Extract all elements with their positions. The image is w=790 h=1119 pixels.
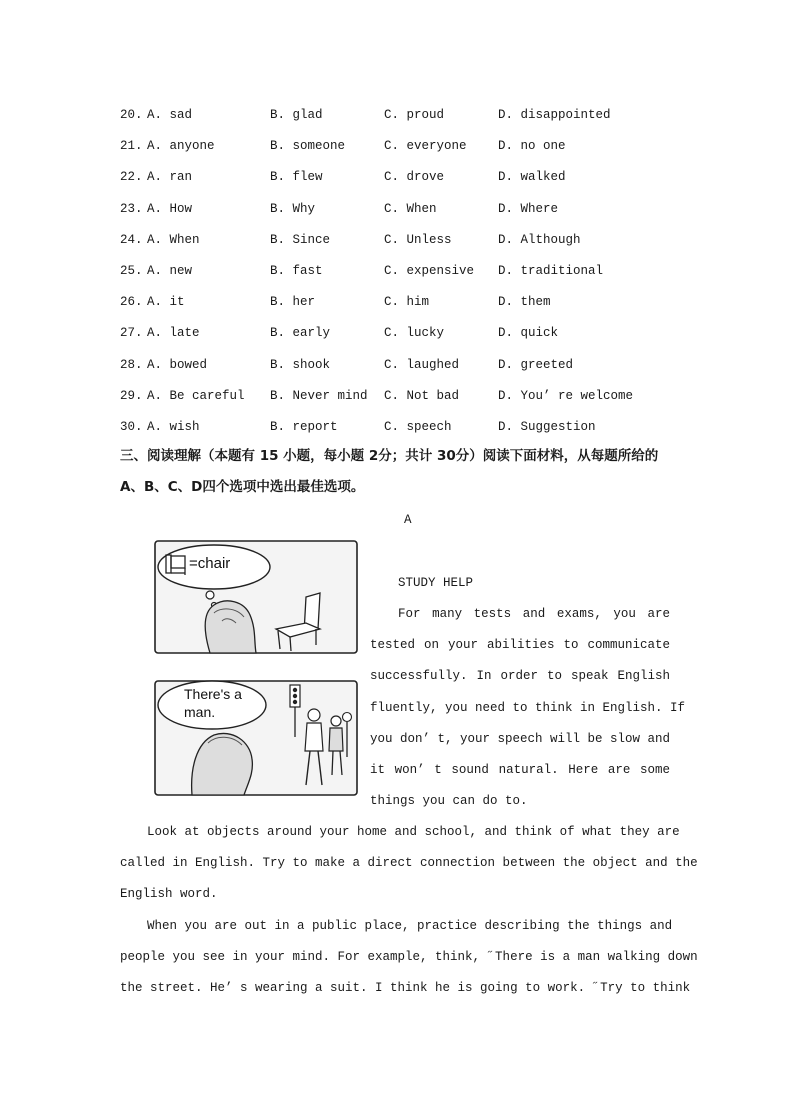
section-heading-line2: A、B、C、D四个选项中选出最佳选项。 — [120, 479, 365, 495]
option-b: B. Never mind — [270, 388, 368, 403]
question-number: 23. — [120, 201, 143, 216]
option-a: A. anyone — [147, 139, 215, 154]
question-number: 21. — [120, 139, 143, 154]
question-number: 29. — [120, 388, 143, 403]
paragraph-line: people you see in your mind. For example, think, ˝There is a man walking down — [120, 950, 698, 965]
option-b: B. flew — [270, 170, 323, 185]
question-row — [0, 324, 790, 342]
option-a: A. How — [147, 201, 193, 216]
option-d: D. Although — [498, 232, 581, 247]
option-c: C. drove — [384, 170, 445, 185]
question-number: 22. — [120, 170, 143, 185]
side-text-line: things you can do to. — [370, 794, 528, 809]
paragraph-line: the street. He’ s wearing a suit. I think he is going to work. ˝Try to think — [120, 981, 691, 996]
option-d: D. quick — [498, 326, 559, 341]
option-b: B. Since — [270, 232, 331, 247]
option-d: D. You’ re welcome — [498, 388, 634, 403]
option-b: B. Why — [270, 201, 316, 216]
option-d: D. Where — [498, 201, 559, 216]
option-a: A. late — [147, 326, 200, 341]
option-c: C. laughed — [384, 357, 460, 372]
option-a: A. it — [147, 295, 185, 310]
question-number: 25. — [120, 264, 143, 278]
option-d: D. greeted — [498, 357, 574, 372]
option-d: D. traditional — [498, 264, 604, 278]
question-row — [0, 231, 790, 249]
bubble-man-line1: There's a — [184, 686, 242, 702]
option-c: C. him — [384, 295, 430, 310]
side-text-line: it won’ t sound natural. Here are some — [370, 763, 670, 777]
option-b: B. someone — [270, 139, 346, 154]
option-c: C. Unless — [384, 232, 452, 247]
option-c: C. speech — [384, 420, 452, 434]
side-text-line: tested on your abilities to communicate — [370, 638, 670, 653]
passage-title: STUDY HELP — [398, 576, 474, 590]
option-c: C. lucky — [384, 326, 445, 341]
side-text-line: successfully. In order to speak English — [370, 669, 670, 684]
side-text-line: fluently, you need to think in English. If — [370, 700, 686, 715]
question-number: 20. — [120, 108, 143, 122]
option-c: C. everyone — [384, 139, 467, 154]
illustration-graphic — [152, 537, 360, 799]
question-row — [0, 262, 790, 280]
option-b: B. fast — [270, 264, 323, 278]
option-b: B. her — [270, 295, 316, 310]
option-b: B. report — [270, 420, 338, 434]
question-row — [0, 356, 790, 374]
option-b: B. shook — [270, 357, 331, 372]
question-number: 24. — [120, 232, 143, 247]
option-a: A. ran — [147, 170, 193, 185]
question-row — [0, 200, 790, 218]
question-number: 30. — [120, 420, 143, 434]
paragraph-line: Look at objects around your home and school, and think of what they are — [147, 825, 680, 839]
study-help-illustration — [152, 537, 360, 799]
question-number: 28. — [120, 357, 143, 372]
question-row — [0, 106, 790, 124]
option-d: D. no one — [498, 139, 566, 154]
option-c: C. expensive — [384, 264, 475, 278]
option-d: D. walked — [498, 170, 566, 185]
paragraph-line: English word. — [120, 887, 218, 902]
section-heading-line1: 三、阅读理解（本题有 15 小题，每小题 2分；共计 30分）阅读下面材料，从每题所给的 — [120, 448, 659, 464]
option-a: A. wish — [147, 420, 200, 434]
passage-label: A — [404, 513, 412, 527]
question-row — [0, 137, 790, 155]
paragraph-line: called in English. Try to make a direct connection between the object and the — [120, 856, 698, 871]
option-c: C. When — [384, 201, 437, 216]
question-row — [0, 168, 790, 186]
option-b: B. early — [270, 326, 331, 341]
option-a: A. sad — [147, 108, 193, 122]
question-row — [0, 418, 790, 436]
option-a: A. When — [147, 232, 200, 247]
option-d: D. disappointed — [498, 108, 611, 122]
option-d: D. them — [498, 295, 551, 310]
side-text-line: For many tests and exams, you are — [398, 607, 670, 621]
question-number: 27. — [120, 326, 143, 341]
option-a: A. new — [147, 264, 193, 278]
paragraph-line: When you are out in a public place, practice describing the things and — [147, 919, 673, 933]
bubble-man-line2: man. — [184, 704, 216, 720]
option-a: A. bowed — [147, 357, 208, 372]
question-row — [0, 293, 790, 311]
bubble-chair-text: =chair — [189, 555, 231, 572]
option-a: A. Be careful — [147, 388, 245, 403]
option-c: C. Not bad — [384, 388, 460, 403]
option-d: D. Suggestion — [498, 420, 596, 434]
option-c: C. proud — [384, 108, 445, 122]
question-number: 26. — [120, 295, 143, 310]
question-row — [0, 387, 790, 405]
side-text-line: you don’ t, your speech will be slow and — [370, 731, 671, 746]
option-b: B. glad — [270, 108, 323, 122]
